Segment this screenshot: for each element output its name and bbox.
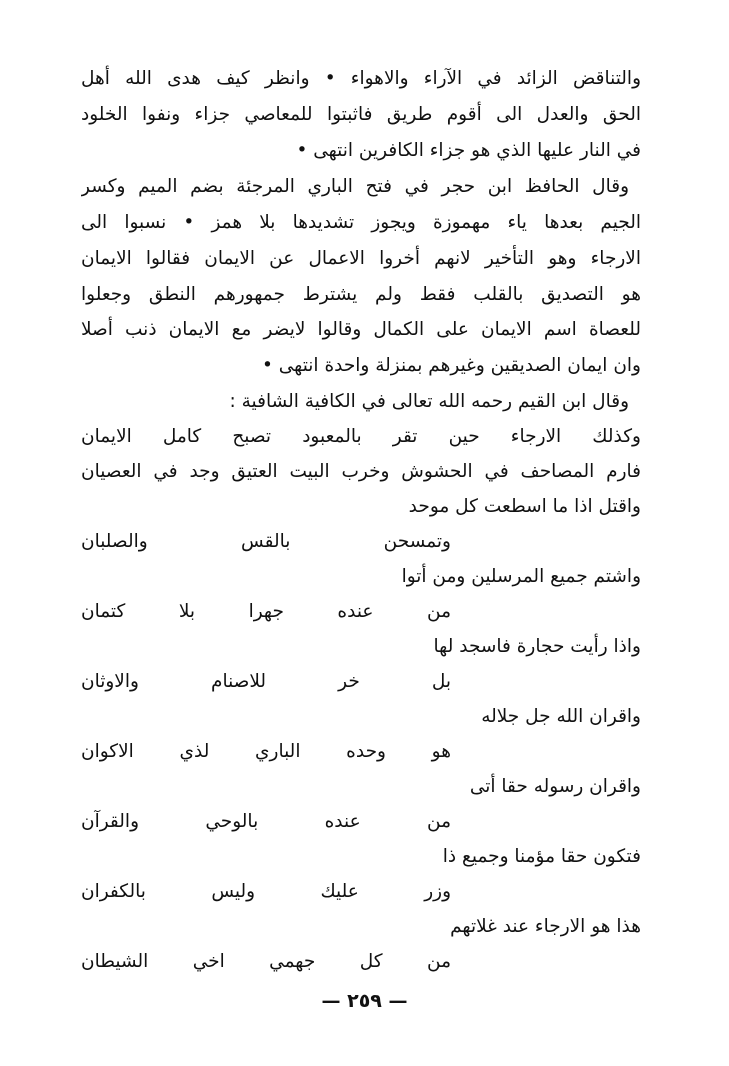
poem-line: وكذلك الارجاء حين تقر بالمعبود تصبح كامل الايمان: [81, 426, 641, 447]
prose-line: الجيم بعدها ياء مهموزة ويجوز تشديدها بلا همز • نسبوا الى: [81, 212, 641, 233]
prose-line: والتناقض الزائد في الآراء والاهواء • وانظر كيف هدى الله أهل: [81, 68, 641, 89]
poem-first-hemistich: واقتل اذا ما اسطعت كل موحد: [408, 496, 641, 517]
prose-line: وقال ابن القيم رحمه الله تعالى في الكافية الشافية :: [229, 391, 629, 412]
poem-first-hemistich: فتكون حقا مؤمنا وجميع ذا: [442, 846, 641, 867]
poem-second-hemistich: من كل جهمي اخي الشيطان: [81, 951, 451, 972]
poem-second-hemistich: وزر عليك وليس بالكفران: [81, 881, 451, 902]
poem-first-hemistich: واقران رسوله حقا أتى: [469, 776, 641, 797]
poem-first-hemistich: هذا هو الارجاء عند غلاتهم: [450, 916, 641, 937]
page-number: — ٢٥٩ —: [321, 990, 408, 1012]
prose-line: في النار عليها الذي هو جزاء الكافرين انتهى •: [296, 140, 641, 161]
poem-second-hemistich: بل خر للاصنام والاوثان: [81, 671, 451, 692]
poem-second-hemistich: هو وحده الباري لذي الاكوان: [81, 741, 451, 762]
prose-line: الحق والعدل الى أقوم طريق فاثبتوا للمعاصي جزاء ونفوا الخلود: [81, 104, 641, 125]
prose-line: هو التصديق بالقلب فقط ولم يشترط جمهورهم النطق وجعلوا: [81, 284, 641, 305]
poem-first-hemistich: واذا رأيت حجارة فاسجد لها: [433, 636, 641, 657]
poem-line: فارم المصاحف في الحشوش وخرب البيت العتيق وجد في العصيان: [81, 461, 641, 482]
poem-second-hemistich: من عنده بالوحي والقرآن: [81, 811, 451, 832]
prose-line: وقال الحافظ ابن حجر في فتح الباري المرجئة بضم الميم وكسر: [81, 176, 629, 197]
poem-first-hemistich: واشتم جميع المرسلين ومن أتوا: [401, 566, 641, 587]
prose-line: الارجاء وهو التأخير لانهم أخروا الاعمال عن الايمان فقالوا الايمان: [81, 248, 641, 269]
prose-line: للعصاة اسم الايمان على الكمال وقالوا لايضر مع الايمان ذنب أصلا: [81, 319, 641, 340]
poem-second-hemistich: وتمسحن بالقس والصلبان: [81, 531, 451, 552]
poem-first-hemistich: واقران الله جل جلاله: [481, 706, 641, 727]
prose-line: وان ايمان الصديقين وغيرهم بمنزلة واحدة انتهى •: [261, 355, 641, 376]
poem-second-hemistich: من عنده جهرا بلا كتمان: [81, 601, 451, 622]
